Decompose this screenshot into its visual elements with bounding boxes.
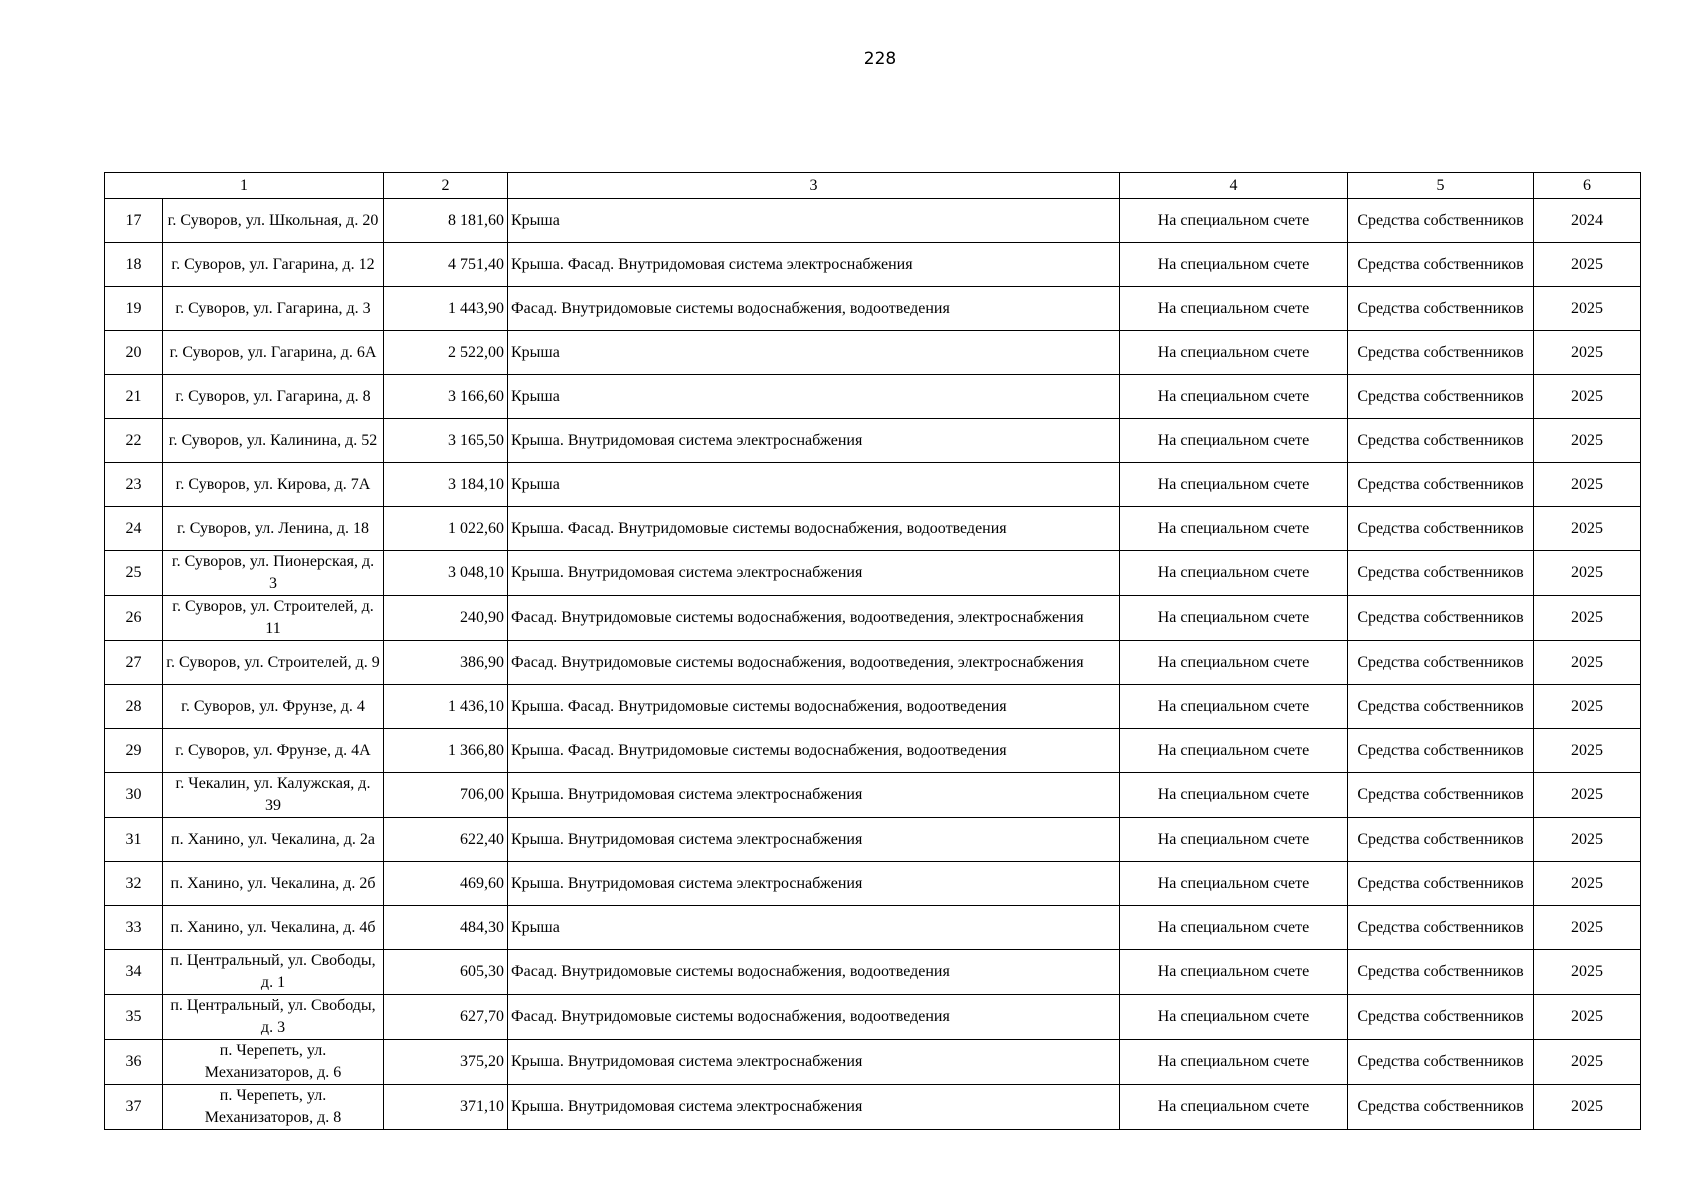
account-cell: На специальном счете <box>1120 331 1348 375</box>
address-cell: п. Черепеть, ул. Механизаторов, д. 6 <box>163 1040 384 1085</box>
works-cell: Крыша. Внутридомовая система электроснабжения <box>508 818 1120 862</box>
table-row <box>105 641 1641 685</box>
account-cell: На специальном счете <box>1120 507 1348 551</box>
row-number: 37 <box>105 1085 163 1130</box>
year-cell: 2025 <box>1534 773 1641 818</box>
works-cell: Крыша <box>508 331 1120 375</box>
works-cell: Крыша. Внутридомовая система электроснабжения <box>508 773 1120 818</box>
year-cell: 2025 <box>1534 375 1641 419</box>
cost-cell: 484,30 <box>384 906 508 950</box>
works-cell: Фасад. Внутридомовые системы водоснабжения, водоотведения <box>508 995 1120 1040</box>
funding-source-cell: Средства собственников <box>1348 243 1534 287</box>
works-cell: Фасад. Внутридомовые системы водоснабжения, водоотведения, электроснабжения <box>508 596 1120 641</box>
account-cell: На специальном счете <box>1120 375 1348 419</box>
funding-source-cell: Средства собственников <box>1348 1040 1534 1085</box>
address-cell: г. Суворов, ул. Строителей, д. 9 <box>163 641 384 685</box>
page-number: 228 <box>863 49 897 69</box>
funding-source-cell: Средства собственников <box>1348 906 1534 950</box>
row-number: 23 <box>105 463 163 507</box>
address-cell: п. Ханино, ул. Чекалина, д. 2б <box>163 862 384 906</box>
cost-cell: 622,40 <box>384 818 508 862</box>
account-cell: На специальном счете <box>1120 199 1348 243</box>
row-number: 21 <box>105 375 163 419</box>
works-cell: Крыша. Фасад. Внутридомовые системы водоснабжения, водоотведения <box>508 729 1120 773</box>
funding-source-cell: Средства собственников <box>1348 773 1534 818</box>
table-row <box>105 243 1641 287</box>
year-cell: 2025 <box>1534 641 1641 685</box>
row-number: 36 <box>105 1040 163 1085</box>
column-header-1: 1 <box>105 173 384 199</box>
account-cell: На специальном счете <box>1120 729 1348 773</box>
address-cell: п. Ханино, ул. Чекалина, д. 2а <box>163 818 384 862</box>
cost-cell: 627,70 <box>384 995 508 1040</box>
account-cell: На специальном счете <box>1120 685 1348 729</box>
year-cell: 2025 <box>1534 1085 1641 1130</box>
address-cell: г. Суворов, ул. Гагарина, д. 3 <box>163 287 384 331</box>
works-cell: Крыша <box>508 463 1120 507</box>
works-cell: Фасад. Внутридомовые системы водоснабжения, водоотведения, электроснабжения <box>508 641 1120 685</box>
works-cell: Крыша. Фасад. Внутридомовые системы водоснабжения, водоотведения <box>508 685 1120 729</box>
funding-source-cell: Средства собственников <box>1348 375 1534 419</box>
cost-cell: 3 184,10 <box>384 463 508 507</box>
row-number: 30 <box>105 773 163 818</box>
table-row <box>105 773 1641 818</box>
address-cell: г. Суворов, ул. Строителей, д. 11 <box>163 596 384 641</box>
account-cell: На специальном счете <box>1120 862 1348 906</box>
year-cell: 2025 <box>1534 507 1641 551</box>
table-row <box>105 463 1641 507</box>
cost-cell: 371,10 <box>384 1085 508 1130</box>
year-cell: 2025 <box>1534 551 1641 596</box>
row-number: 26 <box>105 596 163 641</box>
column-header-4: 4 <box>1120 173 1348 199</box>
row-number: 25 <box>105 551 163 596</box>
row-number: 27 <box>105 641 163 685</box>
year-cell: 2025 <box>1534 995 1641 1040</box>
year-cell: 2025 <box>1534 1040 1641 1085</box>
row-number: 28 <box>105 685 163 729</box>
row-number: 19 <box>105 287 163 331</box>
account-cell: На специальном счете <box>1120 551 1348 596</box>
table-row <box>105 729 1641 773</box>
account-cell: На специальном счете <box>1120 1085 1348 1130</box>
address-cell: г. Суворов, ул. Калинина, д. 52 <box>163 419 384 463</box>
table-row <box>105 287 1641 331</box>
funding-source-cell: Средства собственников <box>1348 596 1534 641</box>
account-cell: На специальном счете <box>1120 1040 1348 1085</box>
works-cell: Фасад. Внутридомовые системы водоснабжения, водоотведения <box>508 950 1120 995</box>
account-cell: На специальном счете <box>1120 773 1348 818</box>
row-number: 32 <box>105 862 163 906</box>
table-row <box>105 551 1641 596</box>
column-number-row <box>105 173 1641 199</box>
address-cell: г. Суворов, ул. Пионерская, д. 3 <box>163 551 384 596</box>
repair-schedule-table <box>104 172 1641 1130</box>
row-number: 29 <box>105 729 163 773</box>
year-cell: 2025 <box>1534 596 1641 641</box>
works-cell: Крыша. Внутридомовая система электроснабжения <box>508 1040 1120 1085</box>
works-cell: Фасад. Внутридомовые системы водоснабжения, водоотведения <box>508 287 1120 331</box>
works-cell: Крыша. Фасад. Внутридомовая система электроснабжения <box>508 243 1120 287</box>
funding-source-cell: Средства собственников <box>1348 331 1534 375</box>
funding-source-cell: Средства собственников <box>1348 551 1534 596</box>
table-row <box>105 419 1641 463</box>
works-cell: Крыша <box>508 199 1120 243</box>
funding-source-cell: Средства собственников <box>1348 287 1534 331</box>
year-cell: 2025 <box>1534 685 1641 729</box>
cost-cell: 1 443,90 <box>384 287 508 331</box>
funding-source-cell: Средства собственников <box>1348 199 1534 243</box>
works-cell: Крыша. Внутридомовая система электроснабжения <box>508 1085 1120 1130</box>
address-cell: г. Суворов, ул. Ленина, д. 18 <box>163 507 384 551</box>
year-cell: 2025 <box>1534 906 1641 950</box>
address-cell: г. Суворов, ул. Гагарина, д. 6А <box>163 331 384 375</box>
works-cell: Крыша <box>508 375 1120 419</box>
account-cell: На специальном счете <box>1120 463 1348 507</box>
year-cell: 2025 <box>1534 862 1641 906</box>
address-cell: п. Центральный, ул. Свободы, д. 1 <box>163 950 384 995</box>
address-cell: п. Ханино, ул. Чекалина, д. 4б <box>163 906 384 950</box>
funding-source-cell: Средства собственников <box>1348 1085 1534 1130</box>
cost-cell: 386,90 <box>384 641 508 685</box>
funding-source-cell: Средства собственников <box>1348 419 1534 463</box>
cost-cell: 3 165,50 <box>384 419 508 463</box>
account-cell: На специальном счете <box>1120 818 1348 862</box>
table-body <box>105 199 1641 1130</box>
account-cell: На специальном счете <box>1120 906 1348 950</box>
cost-cell: 3 166,60 <box>384 375 508 419</box>
cost-cell: 1 366,80 <box>384 729 508 773</box>
cost-cell: 8 181,60 <box>384 199 508 243</box>
table-row <box>105 995 1641 1040</box>
account-cell: На специальном счете <box>1120 641 1348 685</box>
works-cell: Крыша. Фасад. Внутридомовые системы водоснабжения, водоотведения <box>508 507 1120 551</box>
address-cell: г. Суворов, ул. Гагарина, д. 8 <box>163 375 384 419</box>
account-cell: На специальном счете <box>1120 419 1348 463</box>
row-number: 31 <box>105 818 163 862</box>
cost-cell: 3 048,10 <box>384 551 508 596</box>
year-cell: 2025 <box>1534 463 1641 507</box>
table-row <box>105 375 1641 419</box>
account-cell: На специальном счете <box>1120 287 1348 331</box>
cost-cell: 605,30 <box>384 950 508 995</box>
column-header-6: 6 <box>1534 173 1641 199</box>
address-cell: п. Центральный, ул. Свободы, д. 3 <box>163 995 384 1040</box>
table-row <box>105 685 1641 729</box>
table-row <box>105 950 1641 995</box>
row-number: 22 <box>105 419 163 463</box>
account-cell: На специальном счете <box>1120 950 1348 995</box>
year-cell: 2025 <box>1534 243 1641 287</box>
table-row <box>105 1040 1641 1085</box>
address-cell: г. Суворов, ул. Фрунзе, д. 4А <box>163 729 384 773</box>
cost-cell: 375,20 <box>384 1040 508 1085</box>
address-cell: г. Суворов, ул. Кирова, д. 7А <box>163 463 384 507</box>
funding-source-cell: Средства собственников <box>1348 729 1534 773</box>
funding-source-cell: Средства собственников <box>1348 463 1534 507</box>
table-row <box>105 906 1641 950</box>
address-cell: г. Суворов, ул. Гагарина, д. 12 <box>163 243 384 287</box>
row-number: 34 <box>105 950 163 995</box>
account-cell: На специальном счете <box>1120 995 1348 1040</box>
table-row <box>105 818 1641 862</box>
works-cell: Крыша. Внутридомовая система электроснабжения <box>508 419 1120 463</box>
cost-cell: 469,60 <box>384 862 508 906</box>
year-cell: 2025 <box>1534 818 1641 862</box>
funding-source-cell: Средства собственников <box>1348 685 1534 729</box>
cost-cell: 240,90 <box>384 596 508 641</box>
table-row <box>105 199 1641 243</box>
row-number: 17 <box>105 199 163 243</box>
row-number: 18 <box>105 243 163 287</box>
year-cell: 2024 <box>1534 199 1641 243</box>
funding-source-cell: Средства собственников <box>1348 507 1534 551</box>
year-cell: 2025 <box>1534 729 1641 773</box>
cost-cell: 2 522,00 <box>384 331 508 375</box>
cost-cell: 4 751,40 <box>384 243 508 287</box>
cost-cell: 706,00 <box>384 773 508 818</box>
row-number: 35 <box>105 995 163 1040</box>
column-header-2: 2 <box>384 173 508 199</box>
works-cell: Крыша. Внутридомовая система электроснабжения <box>508 551 1120 596</box>
account-cell: На специальном счете <box>1120 243 1348 287</box>
address-cell: г. Чекалин, ул. Калужская, д. 39 <box>163 773 384 818</box>
address-cell: г. Суворов, ул. Фрунзе, д. 4 <box>163 685 384 729</box>
account-cell: На специальном счете <box>1120 596 1348 641</box>
year-cell: 2025 <box>1534 331 1641 375</box>
address-cell: п. Черепеть, ул. Механизаторов, д. 8 <box>163 1085 384 1130</box>
works-cell: Крыша <box>508 906 1120 950</box>
year-cell: 2025 <box>1534 419 1641 463</box>
column-header-5: 5 <box>1348 173 1534 199</box>
table-row <box>105 331 1641 375</box>
table-row <box>105 862 1641 906</box>
funding-source-cell: Средства собственников <box>1348 995 1534 1040</box>
funding-source-cell: Средства собственников <box>1348 862 1534 906</box>
funding-source-cell: Средства собственников <box>1348 950 1534 995</box>
funding-source-cell: Средства собственников <box>1348 818 1534 862</box>
table-row <box>105 1085 1641 1130</box>
row-number: 20 <box>105 331 163 375</box>
funding-source-cell: Средства собственников <box>1348 641 1534 685</box>
cost-cell: 1 022,60 <box>384 507 508 551</box>
address-cell: г. Суворов, ул. Школьная, д. 20 <box>163 199 384 243</box>
works-cell: Крыша. Внутридомовая система электроснабжения <box>508 862 1120 906</box>
year-cell: 2025 <box>1534 950 1641 995</box>
row-number: 33 <box>105 906 163 950</box>
column-header-3: 3 <box>508 173 1120 199</box>
year-cell: 2025 <box>1534 287 1641 331</box>
table-row <box>105 507 1641 551</box>
row-number: 24 <box>105 507 163 551</box>
table-row <box>105 596 1641 641</box>
cost-cell: 1 436,10 <box>384 685 508 729</box>
